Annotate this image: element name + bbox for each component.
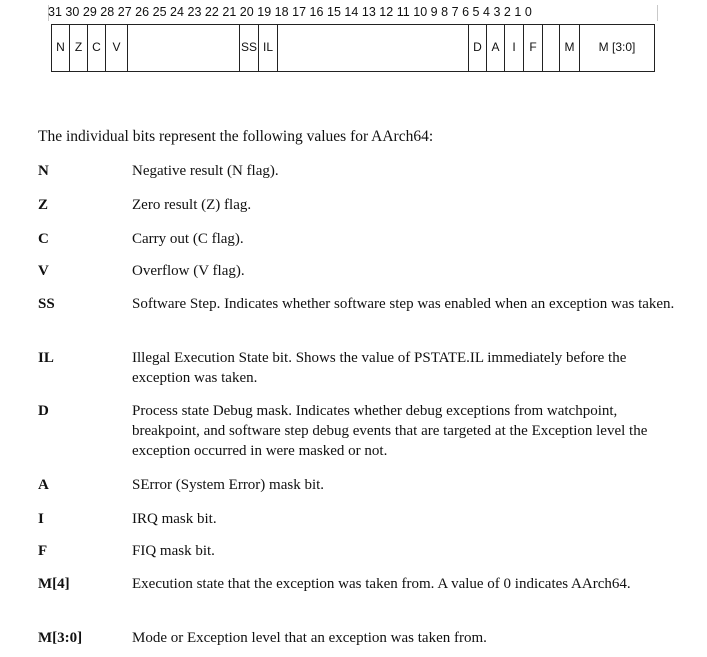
field-f: F [524, 25, 543, 71]
definition-label-c: C [38, 231, 49, 247]
definition-text-il: Illegal Execution State bit. Shows the value of PSTATE.IL immediately before the exception was taken. [132, 350, 627, 386]
field-v: V [106, 25, 128, 71]
intro-text: The individual bits represent the following values for AArch64: [38, 128, 434, 145]
definition-text-ss: Software Step. Indicates whether software step was enabled when an exception was taken. [132, 296, 675, 312]
definition-text-m4: Execution state that the exception was taken from. A value of 0 indicates AArch64. [132, 576, 631, 592]
definition-label-m4: M[4] [38, 576, 70, 592]
definition-label-m3-0: M[3:0] [38, 630, 83, 646]
field-d: D [469, 25, 487, 71]
definition-text-n: Negative result (N flag). [132, 163, 279, 179]
field-c: C [88, 25, 106, 71]
field-il: IL [259, 25, 278, 71]
field-i: I [505, 25, 524, 71]
definition-label-z: Z [38, 197, 49, 213]
definition-text-a: SError (System Error) mask bit. [132, 477, 325, 493]
field-m3-0: M [3:0] [598, 40, 636, 54]
field-m4: M [560, 25, 580, 71]
definition-label-ss: SS [38, 296, 55, 312]
definition-label-d: D [38, 403, 49, 419]
field-a: A [487, 25, 505, 71]
definition-label-il: IL [38, 350, 54, 366]
definition-label-v: V [38, 263, 49, 279]
field-ss: SS [240, 25, 259, 71]
definition-text-m3-0: Mode or Exception level that an exception was taken from. [132, 630, 487, 646]
field-z: Z [70, 25, 88, 71]
field-n: N [52, 25, 70, 71]
definition-text-z: Zero result (Z) flag. [132, 197, 252, 213]
definition-label-i: I [38, 511, 44, 527]
definition-text-c: Carry out (C flag). [132, 231, 244, 247]
definition-label-f: F [38, 543, 48, 559]
definition-text-i: IRQ mask bit. [132, 511, 217, 527]
bit-number-row: 31 30 29 28 27 26 25 24 23 22 21 20 19 18 17 16 15 14 13 12 11 10 9 8 7 6 5 4 3 2 1 0 [48, 5, 532, 19]
definition-text-d: Process state Debug mask. Indicates whether debug exceptions from watchpoint, breakpoint, and software step debug events that are targeted at the Exception level the exception occurred in were masked or not. [132, 403, 648, 459]
definition-text-v: Overflow (V flag). [132, 263, 245, 279]
definition-text-f: FIQ mask bit. [132, 543, 215, 559]
definition-label-n: N [38, 163, 49, 179]
definition-label-a: A [38, 477, 49, 493]
